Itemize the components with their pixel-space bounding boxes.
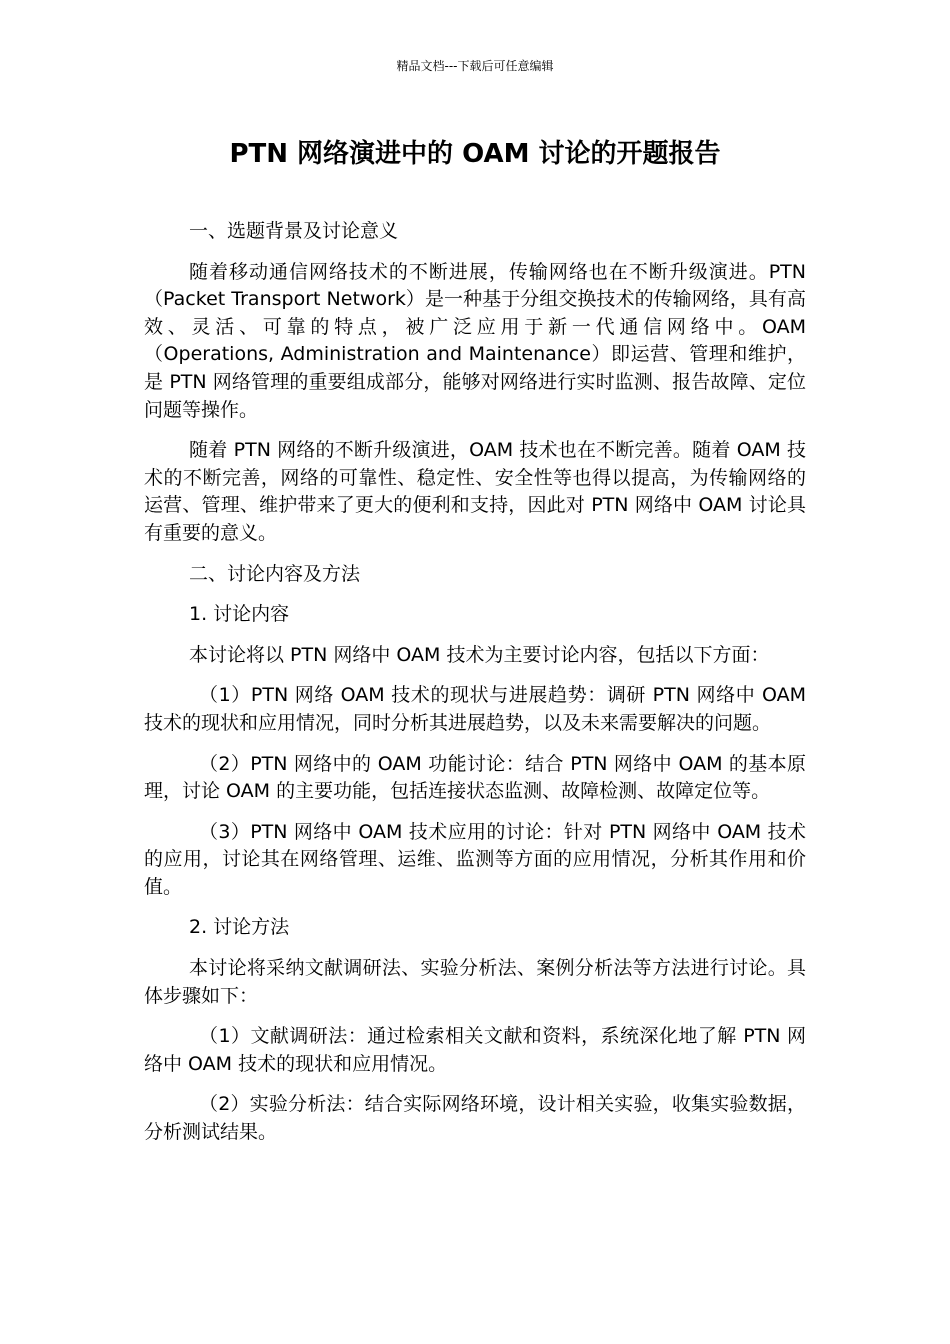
list-item-content-2: （2）PTN 网络中的 OAM 功能讨论：结合 PTN 网络中 OAM 的基本原理，讨论 OAM 的主要功能，包括连接状态监测、故障检测、故障定位等。 [144, 752, 806, 803]
subsection-heading-content: 1. 讨论内容 [189, 603, 290, 626]
list-item-content-3: （3）PTN 网络中 OAM 技术应用的讨论：针对 PTN 网络中 OAM 技术的应用，讨论其在网络管理、运维、监测等方面的应用情况，分析其作用和价值。 [144, 820, 806, 898]
list-item-content-1: （1）PTN 网络 OAM 技术的现状与进展趋势：调研 PTN 网络中 OAM 技术的现状和应用情况，同时分析其进展趋势，以及未来需要解决的问题。 [144, 684, 806, 734]
section-heading-content-method: 二、讨论内容及方法 [189, 562, 361, 585]
paragraph-background-1: 随着移动通信网络技术的不断进展，传输网络也在不断升级演进。PTN（Packet Transport Network）是一种基于分组交换技术的传输网络，具有高效、灵活、可靠的特点，被广泛应用于新一代通信网络中。OAM（Operations, Administration and Maintenance）即运营、管理和维护，是 PTN 网络管理的重要组成部分，能够对网络进行实时监测、报告故障、定位问题等操作。 [144, 260, 806, 421]
section-heading-background: 一、选题背景及讨论意义 [189, 220, 399, 242]
list-item-method-2: （2）实验分析法：结合实际网络环境，设计相关实验，收集实验数据，分析测试结果。 [144, 1093, 806, 1144]
page-header-note: 精品文档---下载后可任意编辑 [396, 59, 554, 73]
subsection-heading-method: 2. 讨论方法 [189, 916, 290, 939]
paragraph-method-intro: 本讨论将采纳文献调研法、实验分析法、案例分析法等方法进行讨论。具体步骤如下： [144, 957, 806, 1007]
list-item-method-1: （1）文献调研法：通过检索相关文献和资料，系统深化地了解 PTN 网络中 OAM 技术的现状和应用情况。 [144, 1025, 806, 1075]
document-title: PTN 网络演进中的 OAM 讨论的开题报告 [229, 139, 721, 169]
document-body [144, 218, 806, 1160]
paragraph-background-2: 随着 PTN 网络的不断升级演进，OAM 技术也在不断完善。随着 OAM 技术的不断完善，网络的可靠性、稳定性、安全性等也得以提高，为传输网络的运营、管理、维护带来了更大的便利和支持，因此对 PTN 网络中 OAM 讨论具有重要的意义。 [144, 439, 806, 544]
paragraph-content-intro: 本讨论将以 PTN 网络中 OAM 技术为主要讨论内容，包括以下方面： [189, 643, 770, 666]
